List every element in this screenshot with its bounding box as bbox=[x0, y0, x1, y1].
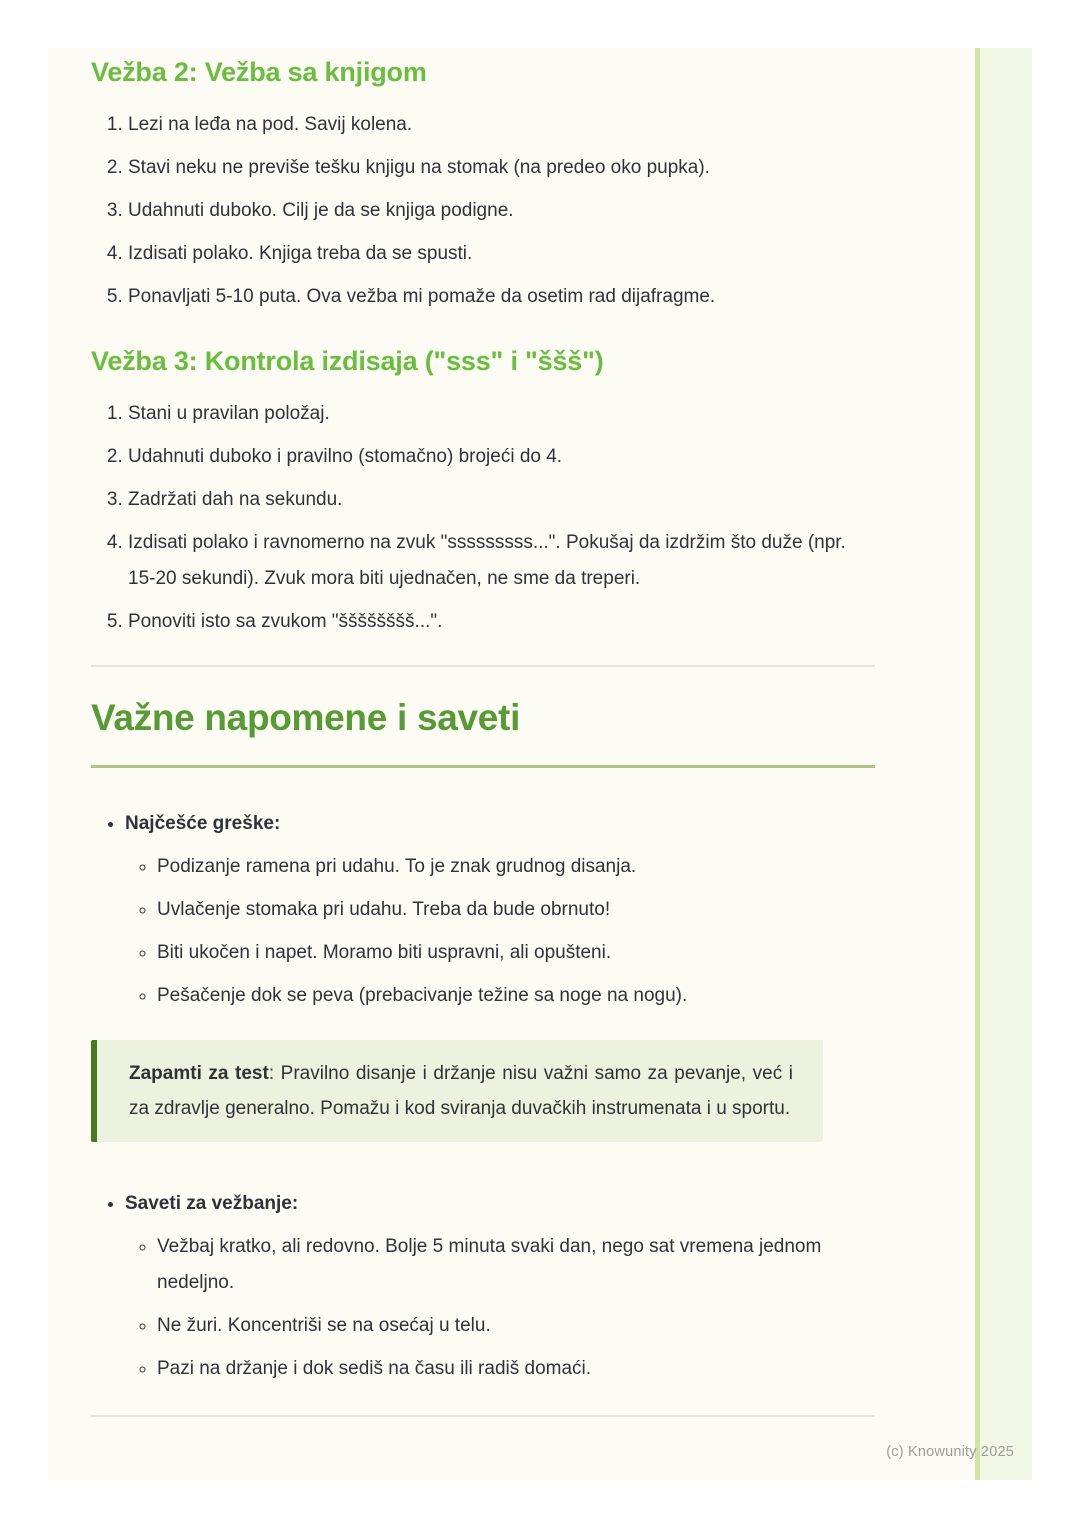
exercise-2-steps-list bbox=[91, 107, 875, 315]
list-item: 1. Stani u pravilan položaj. bbox=[128, 396, 875, 432]
list-item: 5. Ponoviti isto sa zvukom "šššššššš...". bbox=[128, 604, 875, 640]
list-item: 2. Udahnuti duboko i pravilno (stomačno) brojeći do 4. bbox=[128, 439, 875, 475]
mistakes-sublist bbox=[125, 849, 875, 1014]
notes-list bbox=[91, 806, 875, 1014]
list-item: ◦ Biti ukočen i napet. Moramo biti uspravni, ali opušteni. bbox=[157, 935, 875, 971]
note-group-label: Najčešće greške: bbox=[125, 812, 281, 834]
list-item: 3. Zadržati dah na sekundu. bbox=[128, 482, 875, 518]
callout-lead: Zapamti za test bbox=[129, 1062, 269, 1084]
tips-sublist bbox=[125, 1229, 875, 1387]
list-item: ◦ Pazi na držanje i dok sediš na času ili radiš domaći. bbox=[157, 1351, 875, 1387]
note-group-mistakes bbox=[125, 806, 875, 1014]
note-group-tips bbox=[125, 1186, 875, 1387]
copyright-notice: (c) Knowunity 2025 bbox=[886, 1444, 1014, 1460]
exercise-3-steps-list bbox=[91, 396, 875, 640]
list-item: 2. Stavi neku ne previše tešku knjigu na stomak (na predeo oko pupka). bbox=[128, 150, 875, 186]
bottom-divider bbox=[91, 1415, 875, 1417]
list-item: 5. Ponavljati 5-10 puta. Ova vežba mi pomaže da osetim rad dijafragme. bbox=[128, 279, 875, 315]
list-item: ◦ Podizanje ramena pri udahu. To je znak grudnog disanja. bbox=[157, 849, 875, 885]
page-title: Važne napomene i saveti bbox=[91, 695, 875, 768]
document-page bbox=[48, 48, 1032, 1480]
remember-for-test-callout bbox=[91, 1040, 823, 1142]
callout-body: : Pravilno disanje i držanje nisu važni samo za pevanje, već i za zdravlje generalno. Pomažu i kod sviranja duvačkih instrumenata i u sportu. bbox=[129, 1062, 793, 1119]
list-item: 1. Lezi na leđa na pod. Savij kolena. bbox=[128, 107, 875, 143]
note-group-label: Saveti za vežbanje: bbox=[125, 1192, 299, 1214]
list-item: ◦ Uvlačenje stomaka pri udahu. Treba da bude obrnuto! bbox=[157, 892, 875, 928]
list-item: ◦ Pešačenje dok se peva (prebacivanje težine sa noge na nogu). bbox=[157, 978, 875, 1014]
exercise-2-heading: Vežba 2: Vežba sa knjigom bbox=[91, 57, 427, 87]
notes-list-2 bbox=[91, 1186, 875, 1387]
page-content bbox=[48, 48, 1032, 1417]
callout-text bbox=[129, 1056, 793, 1126]
list-item: 4. Izdisati polako. Knjiga treba da se spusti. bbox=[128, 236, 875, 272]
section-divider bbox=[91, 665, 875, 667]
list-item: 3. Udahnuti duboko. Cilj je da se knjiga podigne. bbox=[128, 193, 875, 229]
list-item: ◦ Vežbaj kratko, ali redovno. Bolje 5 minuta svaki dan, nego sat vremena jednom nedeljno. bbox=[157, 1229, 875, 1301]
list-item: ◦ Ne žuri. Koncentriši se na osećaj u telu. bbox=[157, 1308, 875, 1344]
exercise-3-heading: Vežba 3: Kontrola izdisaja ("sss" i "ššš") bbox=[91, 345, 604, 376]
list-item: 4. Izdisati polako i ravnomerno na zvuk "sssssssss...". Pokušaj da izdržim što duže (npr. 15-20 sekundi). Zvuk mora biti ujednačen, ne sme da treperi. bbox=[128, 525, 875, 597]
